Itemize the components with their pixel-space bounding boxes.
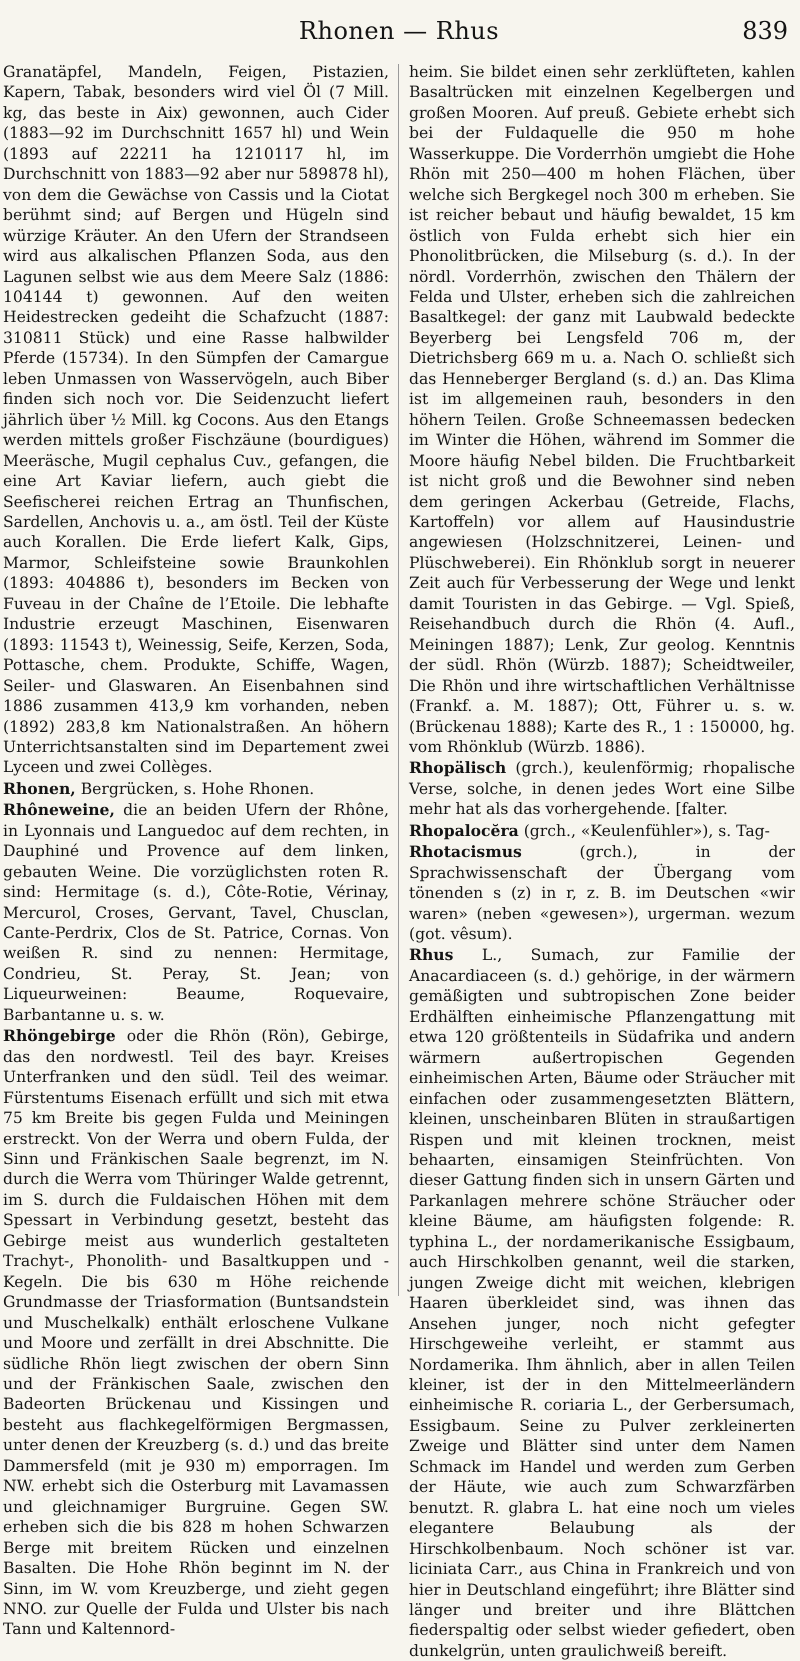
entry-rhoneweine bbox=[3, 800, 389, 1025]
entry-text: oder die Rhön (Rön), Gebirge, das den nordwestl. Teil des bayr. Kreises Unterfranken und den südl. Teil des weimar. Fürstentums Eisenach erfüllt und sich mit etwa 75 km Breite bis gegen Fulda und Meiningen erstreckt. Von der Werra und obern Fulda, der Sinn und Fränkischen Saale begrenzt, im N. durch die Werra vom Thüringer Walde getrennt, im S. durch die Fuldaischen Höhen mit dem Spessart in Verbindung gesetzt, besteht das Gebirge meist aus wunderlich gestalteten Trachyt-, Phonolith- und Basaltkuppen und -Kegeln. Die bis 630 m Höhe reichende Grundmasse der Triasformation (Buntsandstein und Muschelkalk) enthält erloschene Vulkane und Moore und zerfällt in drei Abschnitte. Die südliche Rhön liegt zwischen der obern Sinn und der Fränkischen Saale, zwischen den Badeorten Brückenau und Kissingen und besteht aus flachkegelförmigen Bergmassen, unter denen der Kreuzberg (s. d.) und das breite Dammersfeld (mit je 930 m) emporragen. Im NW. erhebt sich die Osterburg mit Lavamassen und gleichnamiger Burgruine. Gegen SW. erheben sich die bis 828 m hohen Schwarzen Berge mit breitem Rücken und einzelnen Basalten. Die Hohe Rhön beginnt im N. der Sinn, im W. vom Kreuzberge, und zieht gegen NNO. zur Quelle der Fulda und Ulster bis nach Tann und Kaltennord- bbox=[3, 1027, 389, 1639]
entry-rhoengebirge bbox=[3, 1026, 389, 1640]
entry-text: (grch.), in der Sprachwissenschaft der Übergang vom tönenden s (z) in r, z. B. im Deutschen «wir waren» (neben «gewesen»), urgerman. wezum (got. vêsum). bbox=[409, 843, 795, 944]
entry-text: Bergrücken, s. Hohe Rhonen. bbox=[75, 779, 315, 798]
right-column bbox=[409, 62, 795, 1660]
running-title: Rhonen — Rhus bbox=[298, 17, 500, 45]
continued-entry bbox=[3, 62, 389, 778]
page-header bbox=[10, 14, 788, 48]
page-number: 839 bbox=[742, 17, 788, 45]
entry-text: heim. Sie bildet einen sehr zerklüfteten, kahlen Basaltrücken mit einzelnen Kegelbergen und großen Mooren. Auf preuß. Gebiete erhebt sich bei der Fuldaquelle die 950 m hohe Wasserkuppe. Die Vorderrhön umgiebt die Hohe Rhön mit 250—400 m hohen Flächen, über welche sich Bergkegel noch 300 m erheben. Sie ist reicher bebaut und häufig bewaldet, 15 km östlich von Fulda erhebt sich hier ein Phonolitbrücken, die Milseburg (s. d.). In der nördl. Vorderrhön, zwischen den Thälern der Felda und Ulster, erheben sich die zahlreichen Basaltkegel: der ganz mit Laubwald bedeckte Beyerberg bei Lengsfeld 706 m, der Dietrichsberg 669 m u. a. Nach O. schließt sich das Henneberger Bergland (s. d.) an. Das Klima ist im allgemeinen rauh, besonders in den höhern Teilen. Große Schneemassen bedecken im Winter die Höhen, während im Sommer die Moore häufig Nebel bilden. Die Fruchtbarkeit ist nicht groß und die Bewohner sind neben dem geringen Ackerbau (Getreide, Flachs, Kartoffeln) vor allem auf Hausindustrie angewiesen (Holzschnitzerei, Leinen- und Plüschweberei). Ein Rhönklub sorgt in neuerer Zeit auch für Verbesserung der Wege und lenkt damit Touristen in das Gebirge. — Vgl. Spieß, Reisehandbuch durch die Rhön (4. Aufl., Meiningen 1887); Lenk, Zur geolog. Kenntnis der südl. Rhön (Würzb. 1887); Scheidtweiler, Die Rhön und ihre wirtschaftlichen Verhältnisse (Frankf. a. M. 1887); Ott, Führer u. s. w. (Brückenau 1888); Karte des R., 1 : 150000, hg. vom Rhönklub (Würzb. 1886). bbox=[409, 63, 795, 756]
headword: Rhôneweine, bbox=[3, 800, 115, 820]
entry-text: die an beiden Ufern der Rhône, in Lyonnais und Languedoc auf dem rechten, in Dauphiné und Provence auf dem linken, gebauten Weine. Die vorzüglichsten roten R. sind: Hermitage (s. d.), Côte-Rotie, Vérinay, Mercurol, Croses, Gervant, Tavel, Chusclan, Cante-Perdrix, Clos de St. Patrice, Cornas. Von weißen R. sind zu nennen: Hermitage, Condrieu, St. Peray, St. Jean; von Liqueurweinen: Beaume, Roquevaire, Barbantanne u. s. w. bbox=[3, 801, 389, 1024]
entry-text: L., Sumach, zur Familie der Anacardiaceen (s. d.) gehörige, in der wärmern gemäßigten und subtropischen Zone beider Erdhälften einheimische Pflanzengattung mit etwa 120 größtenteils in Südafrika und andern wärmern außertropischen Gegenden einheimischen Arten, Bäume oder Sträucher mit einfachen oder zusammengesetzten Blättern, kleinen, unscheinbaren Blüten in straußartigen Rispen und mit kleinen trocknen, meist behaarten, einsamigen Steinfrüchten. Von dieser Gattung finden sich in unsern Gärten und Parkanlagen mehrere schöne Sträucher oder kleine Bäume, am häufigsten folgende: R. typhina L., der nordamerikanische Essigbaum, auch Hirschkolben genannt, weil die starken, jungen Zweige dicht mit weichen, klebrigen Haaren überkleidet sind, was ihnen das Ansehen junger, noch nicht gefegter Hirschgeweihe verleiht, er stammt aus Nordamerika. Ihm ähnlich, aber in allen Teilen kleiner, ist der in den Mittelmeerländern einheimische R. coriaria L., der Gerbersumach, Essigbaum. Seine zu Pulver zerkleinerten Zweige und Blätter sind unter dem Namen Schmack im Handel und werden zum Gerben der Häute, wie auch zum Schwarzfärben benutzt. R. glabra L. hat eine noch um vieles elegantere Belaubung als der Hirschkolbenbaum. Noch schöner ist var. liciniata Carr., aus China in Frankreich und von hier in Deutschland eingeführt; ihre Blätter sind länger und breiter und ihre Blättchen fiederspaltig oder selbst wieder gefiedert, oben dunkelgrün, unten graulichweiß bereift. bbox=[409, 946, 795, 1660]
headword: Rhonen, bbox=[3, 778, 76, 798]
continued-entry bbox=[409, 62, 795, 757]
entry-text: (grch.), keulenförmig; rhopalische Verse, solche, in denen jedes Wort eine Silbe mehr hat als das vorhergehende. [falter. bbox=[409, 759, 795, 819]
headword: Rhopalocĕra bbox=[409, 820, 519, 840]
entry-rhopalocera bbox=[409, 821, 795, 841]
headword: Rhopälisch bbox=[409, 758, 507, 778]
headword: Rhöngebirge bbox=[3, 1026, 116, 1046]
headword: Rhus bbox=[409, 945, 454, 965]
entry-rhopalisch bbox=[409, 758, 795, 819]
entry-rhotacismus bbox=[409, 842, 795, 944]
entry-text: (grch., «Keulenfühler»), s. Tag- bbox=[518, 821, 770, 840]
entry-text: Granatäpfel, Mandeln, Feigen, Pistazien, Kapern, Tabak, besonders wird viel Öl (7 Mill. kg, das beste in Aix) gewonnen, auch Cider (1883—92 im Durchschnitt 1657 hl) und Wein (1893 auf 22211 ha 1210117 hl, im Durchschnitt von 1883—92 aber nur 589878 hl), von dem die Gewächse von Cassis und la Ciotat berühmt sind; auf Bergen und Hügeln sind würzige Kräuter. An den Ufern der Strandseen wird aus alkalischen Pflanzen Soda, aus den Lagunen selbst wie aus dem Meere Salz (1886: 104144 t) gewonnen. Auf den weiten Heidestrecken gedeiht die Schafzucht (1887: 310811 Stück) und eine Rasse halbwilder Pferde (15734). In den Sümpfen der Camargue leben Unmassen von Wasservögeln, auch Biber finden sich noch vor. Die Seidenzucht liefert jährlich über ½ Mill. kg Cocons. Aus den Etangs werden mittels großer Fischzäune (bourdigues) Meeräsche, Mugil cephalus Cuv., gefangen, die eine Art Kaviar liefern, auch giebt die Seefischerei reichen Ertrag an Thunfischen, Sardellen, Anchovis u. a., am östl. Teil der Küste auch Korallen. Die Erde liefert Kalk, Gips, Marmor, Schleifsteine sowie Braunkohlen (1893: 404886 t), besonders im Becken von Fuveau in der Chaîne de l’Etoile. Die lebhafte Industrie erzeugt Maschinen, Eisenwaren (1893: 11543 t), Weinessig, Seife, Kerzen, Soda, Pottasche, chem. Produkte, Schiffe, Wagen, Seiler- und Glaswaren. An Eisenbahnen sind 1886 zusammen 413,9 km vorhanden, neben (1892) 283,8 km Nationalstraßen. An höhern Unterrichtsanstalten sind im Departement zwei Lyceen und zwei Collèges. bbox=[3, 63, 389, 777]
headword: Rhotacismus bbox=[409, 842, 522, 862]
left-column bbox=[3, 62, 389, 1639]
entry-rhonen bbox=[3, 779, 389, 799]
column-divider bbox=[398, 64, 399, 1296]
entry-rhus bbox=[409, 945, 795, 1661]
